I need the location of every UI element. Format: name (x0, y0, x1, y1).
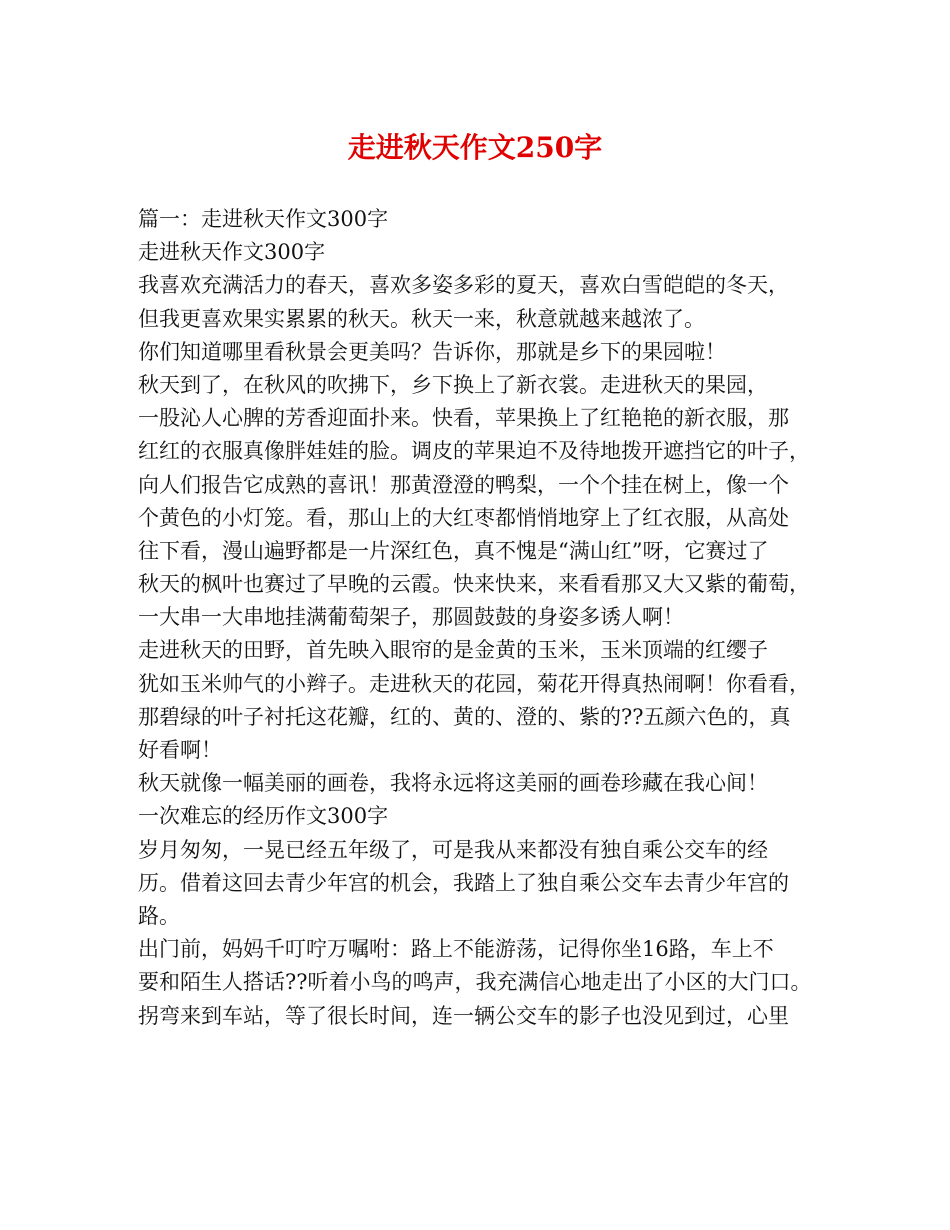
text-line: 拐弯来到车站，等了很长时间，连一辆公交车的影子也没见到过，心里 (138, 1003, 789, 1028)
text-line: 我喜欢充满活力的春天，喜欢多姿多彩的夏天，喜欢白雪皑皑的冬天， (138, 273, 789, 298)
text-line: 好看啊！ (138, 738, 222, 762)
text-line: 要和陌生人搭话??听着小鸟的鸣声，我充满信心地走出了小区的大门口。 (138, 970, 812, 995)
document-body (138, 203, 828, 1033)
text-line: 走进秋天的田野，首先映入眼帘的是金黄的玉米，玉米顶端的红缨子 (138, 638, 768, 663)
text-line: 路。 (138, 903, 180, 928)
text-line: 秋天到了，在秋风的吹拂下，乡下换上了新衣裳。走进秋天的果园， (138, 372, 768, 397)
text-line: 岁月匆匆，一晃已经五年级了，可是我从来都没有独自乘公交车的经 (138, 837, 768, 862)
text-line: 犹如玉米帅气的小辫子。走进秋天的花园，菊花开得真热闹啊！你看看， (138, 671, 810, 696)
text-line: 向人们报告它成熟的喜讯！那黄澄澄的鸭梨，一个个挂在树上，像一个 (138, 472, 789, 497)
text-line: 一次难忘的经历作文300字 (138, 804, 389, 829)
text-line: 红红的衣服真像胖娃娃的脸。调皮的苹果迫不及待地拨开遮挡它的叶子， (138, 439, 810, 464)
text-line: 历。借着这回去青少年宫的机会，我踏上了独自乘公交车去青少年宫的 (138, 870, 789, 895)
document-title: 走进秋天作文250字 (347, 131, 603, 164)
text-line: 往下看，漫山遍野都是一片深红色，真不愧是“满山红”呀，它赛过了 (138, 538, 769, 563)
text-line: 走进秋天作文300字 (138, 240, 326, 265)
text-line: 你们知道哪里看秋景会更美吗？告诉你，那就是乡下的果园啦！ (138, 339, 726, 364)
text-line: 篇一：走进秋天作文300字 (138, 207, 389, 231)
text-line: 但我更喜欢果实累累的秋天。秋天一来，秋意就越来越浓了。 (138, 306, 705, 331)
text-line: 个黄色的小灯笼。看，那山上的大红枣都悄悄地穿上了红衣服，从高处 (138, 505, 789, 530)
text-line: 出门前，妈妈千叮咛万嘱咐：路上不能游荡，记得你坐16路，车上不 (138, 937, 774, 962)
text-line: 一大串一大串地挂满葡萄架子，那圆鼓鼓的身姿多诱人啊！ (138, 605, 684, 630)
text-line: 秋天就像一幅美丽的画卷，我将永远将这美丽的画卷珍藏在我心间！ (138, 771, 768, 796)
text-line: 秋天的枫叶也赛过了早晚的云霞。快来快来，来看看那又大又紫的葡萄， (138, 572, 810, 597)
text-line: 那碧绿的叶子衬托这花瓣，红的、黄的、澄的、紫的??五颜六色的，真 (138, 704, 791, 729)
text-line: 一股沁人心脾的芳香迎面扑来。快看，苹果换上了红艳艳的新衣服，那 (138, 406, 789, 431)
